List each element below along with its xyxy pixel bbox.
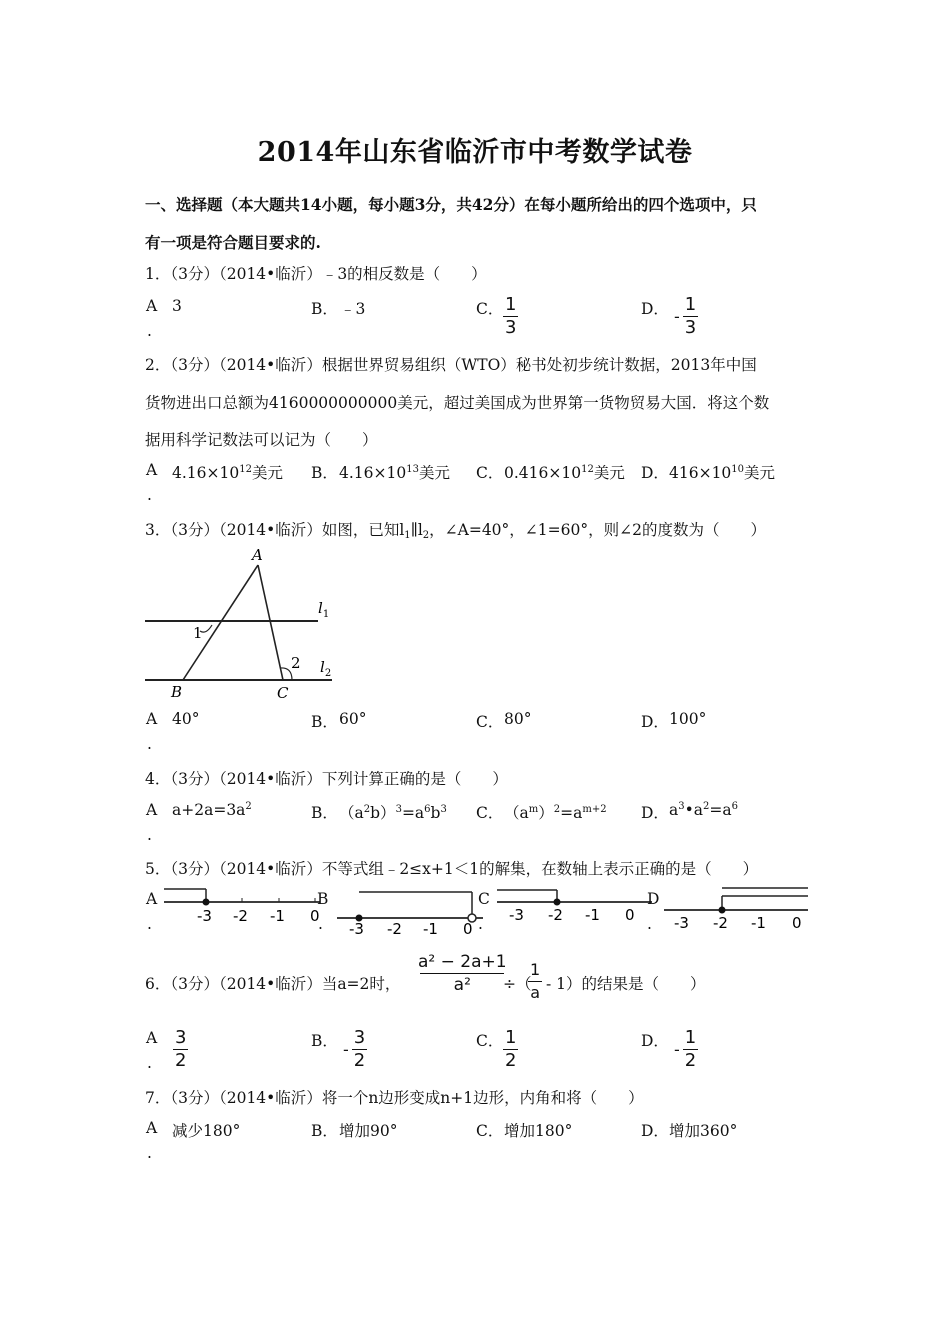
q4-option-a-label: A (146, 801, 158, 819)
q3-option-b-label: B． (311, 713, 338, 731)
q4-option-b-label: B． (311, 804, 338, 822)
question-5-stem: 5．（3分）（2014•临沂）不等式组﹣2≤x+1＜1的解集，在数轴上表示正确的是（ ） (145, 860, 759, 878)
q5-option-d-numberline (664, 884, 810, 938)
q5-option-b-dot: . (318, 915, 323, 933)
q5-option-a-numberline (162, 884, 322, 938)
q7-option-a-dot: . (147, 1144, 152, 1162)
section-header-line1: 一、选择题（本大题共14小题，每小题3分，共42分）在每小题所给出的四个选项中，只 (145, 195, 757, 214)
q1-option-a: 3 (172, 297, 182, 315)
q6-frac-denominator: a² (453, 975, 471, 995)
q1-option-a-label: A (146, 297, 158, 315)
q3-option-a: 40° (172, 710, 200, 728)
q5a-tick-1: -3 (197, 907, 212, 925)
question-2-line3: 据用科学记数法可以记为（ ） (145, 431, 378, 449)
q6-option-d-fraction: - $\frac{1}{2}$ (674, 1027, 697, 1071)
angle2-label: 2 (291, 654, 301, 672)
question-2-line1: 2．（3分）（2014•临沂）根据世界贸易组织（WTO）秘书处初步统计数据，2013年中国 (145, 356, 757, 374)
q4-option-c: $(a^m)^2=a^{m+2}$ (504, 804, 607, 822)
q5-option-b-numberline (335, 890, 485, 944)
q7-option-a-label: A (146, 1119, 158, 1137)
q4-option-b: $(a^2b)^3=a^6b^3$ (339, 804, 447, 822)
q1-option-c-fraction (503, 295, 518, 338)
q5c-tick-4: 0 (625, 906, 635, 924)
q2-option-a-label: A (146, 461, 158, 479)
q5-option-b-label: B (317, 890, 329, 908)
q5a-tick-3: -1 (270, 907, 285, 925)
q3-option-a-label: A (146, 710, 158, 728)
q3-figure (140, 545, 340, 709)
q5a-tick-2: -2 (233, 907, 248, 925)
question-3-stem: 3．（3分）（2014•临沂）如图，已知$l_1\parallel l_2$，∠A=40°，∠1=60°，则∠2的度数为（ ） (145, 521, 766, 541)
q5a-tick-4: 0 (310, 907, 320, 925)
question-1-stem: 1．（3分）（2014•临沂）﹣3的相反数是（ ） (145, 265, 487, 283)
q7-option-d: 增加360° (669, 1122, 738, 1140)
q1-d-denominator: 3 (684, 317, 697, 338)
q5c-tick-3: -1 (585, 906, 600, 924)
q7-option-d-label: D． (641, 1122, 669, 1140)
q4-option-a: $a+2a=3a^2$ (172, 801, 252, 819)
q2-option-c: $0.416\times 10^{12}$美元 (504, 464, 625, 482)
q2-option-b-label: B． (311, 464, 338, 482)
q1-c-denominator: 3 (505, 317, 517, 338)
q6-option-d-label: D． (641, 1032, 669, 1050)
q5-option-d-dot: . (647, 915, 652, 933)
q6-frac-numerator: a² − 2a+1 (418, 952, 507, 972)
q7-option-c: 增加180° (504, 1122, 573, 1140)
vertex-a-label: A (252, 546, 263, 564)
l1-label: $l_1$ (318, 599, 330, 620)
q2-option-c-label: C． (476, 464, 504, 482)
q5d-tick-2: -2 (713, 914, 728, 932)
question-2-line2: 货物进出口总额为4160000000000美元，超过美国成为世界第一货物贸易大国．将这个数 (145, 394, 770, 412)
q4-option-c-label: C． (476, 804, 504, 822)
q1-option-b: ﹣3 (340, 300, 366, 318)
q7-option-b: 增加90° (339, 1122, 398, 1140)
q6-inner-fraction: $\frac{1}{a}$ (530, 960, 541, 1002)
section-header-line2: 有一项是符合题目要求的. (145, 233, 321, 252)
q3-option-d-label: D． (641, 713, 669, 731)
q6-option-a-dot: . (147, 1054, 152, 1072)
q5c-tick-2: -2 (548, 906, 563, 924)
q5b-tick-4: 0 (463, 920, 473, 938)
q5-option-d-label: D (647, 890, 660, 908)
q6-option-b-fraction: - $\frac{3}{2}$ (343, 1027, 366, 1071)
q4-option-a-dot: . (147, 826, 152, 844)
q5-option-c-dot: . (478, 915, 483, 933)
q6-option-c-label: C． (476, 1032, 504, 1050)
q6-option-a-label: A (146, 1029, 158, 1047)
vertex-b-label: B (171, 683, 183, 701)
segment-ab (183, 565, 258, 680)
q6-option-a-fraction: $\frac{3}{2}$ (175, 1027, 187, 1071)
vertex-c-label: C (277, 684, 289, 702)
q4-option-d: $a^3•a^2=a^6$ (669, 801, 738, 819)
q7-option-a: 减少180° (172, 1122, 241, 1140)
q1-option-b-label: B． (311, 300, 338, 318)
q3-option-b: 60° (339, 710, 367, 728)
q5d-tick-4: 0 (792, 914, 802, 932)
q2-option-a: $4.16\times 10^{12}$美元 (172, 464, 283, 482)
q3-option-a-dot: . (147, 735, 152, 753)
q5d-tick-3: -1 (751, 914, 766, 932)
question-6-stem: 6．（3分）（2014•临沂）当a=2时， (145, 975, 401, 993)
q1-d-sign: - (674, 307, 680, 326)
q5-option-c-numberline (497, 882, 660, 936)
q2-option-a-dot: . (147, 486, 152, 504)
q1-option-d-fraction (674, 295, 698, 338)
q5c-tick-1: -3 (509, 906, 524, 924)
q2-option-d: $416\times 10^{10}$美元 (669, 464, 776, 482)
l2-label: $l_2$ (320, 658, 332, 679)
q1-option-a-dot: . (147, 322, 152, 340)
q5-option-a-dot: . (147, 915, 152, 933)
q1-c-numerator: 1 (505, 294, 517, 315)
question-4-stem: 4．（3分）（2014•临沂）下列计算正确的是（ ） (145, 770, 508, 788)
question-7-stem: 7．（3分）（2014•临沂）将一个n边形变成n+1边形，内角和将（ ） (145, 1089, 644, 1107)
q6-option-b-label: B． (311, 1032, 338, 1050)
segment-ac (258, 565, 283, 680)
q5b-tick-2: -2 (387, 920, 402, 938)
q3-option-c: 80° (504, 710, 532, 728)
q1-option-d-label: D． (641, 300, 669, 318)
page-title: 2014年山东省临沂市中考数学试卷 (257, 137, 693, 168)
q2-option-b: $4.16\times 10^{13}$美元 (339, 464, 450, 482)
q5d-tick-1: -3 (674, 914, 689, 932)
q6-divide: ÷（ (503, 975, 532, 993)
q6-main-fraction (418, 951, 507, 996)
q3-option-c-label: C． (476, 713, 504, 731)
q3-option-d: 100° (669, 710, 707, 728)
q1-option-c-label: C． (476, 300, 504, 318)
q7-option-c-label: C． (476, 1122, 504, 1140)
q1-d-numerator: 1 (684, 294, 697, 315)
q5b-tick-3: -1 (423, 920, 438, 938)
q6-stem-tail: - 1）的结果是（ ） (546, 975, 706, 993)
q5-option-c-label: C (478, 890, 490, 908)
q5b-tick-1: -3 (349, 920, 364, 938)
q6-option-c-fraction: $\frac{1}{2}$ (505, 1027, 517, 1071)
q4-option-d-label: D． (641, 804, 669, 822)
q2-option-d-label: D． (641, 464, 669, 482)
angle1-label: 1 (193, 624, 203, 642)
q5-option-a-label: A (146, 890, 158, 908)
q7-option-b-label: B． (311, 1122, 338, 1140)
